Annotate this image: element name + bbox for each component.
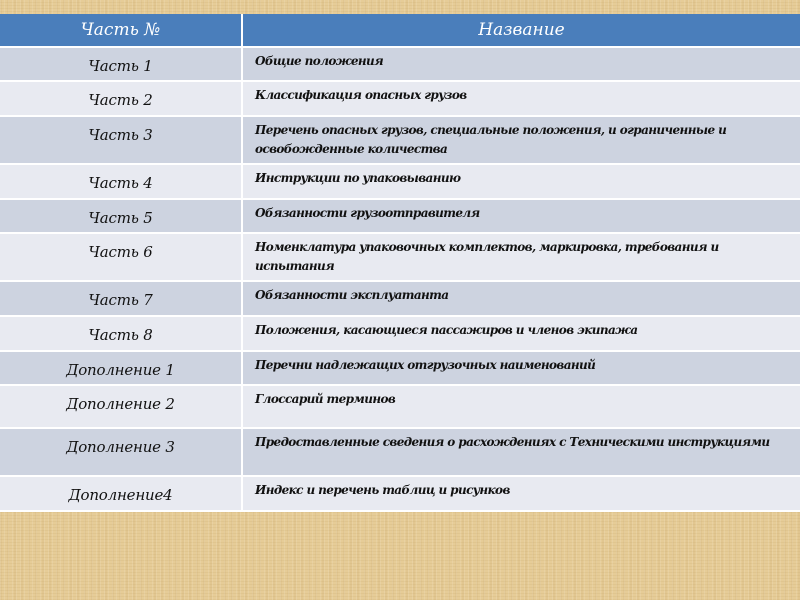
table-row (0, 47, 800, 81)
row-title-cell: Инструкции по упаковыванию (242, 164, 800, 199)
row-part-cell: Дополнение 1 (0, 351, 242, 385)
row-part-cell: Часть 8 (0, 316, 242, 351)
documents-table (0, 14, 800, 512)
row-title-cell: Глоссарий терминов (242, 385, 800, 428)
row-title-cell: Перечни надлежащих отгрузочных наименований (242, 351, 800, 385)
table-row (0, 164, 800, 199)
table-row (0, 116, 800, 164)
table-row (0, 428, 800, 476)
row-part-cell: Часть 3 (0, 116, 242, 164)
table-row (0, 316, 800, 351)
table-row (0, 81, 800, 116)
header-part-number: Часть № (0, 14, 242, 47)
row-title-cell: Положения, касающиеся пассажиров и членов экипажа (242, 316, 800, 351)
table-row (0, 233, 800, 281)
row-part-cell: Часть 2 (0, 81, 242, 116)
row-part-cell: Часть 4 (0, 164, 242, 199)
row-title-cell: Классификация опасных грузов (242, 81, 800, 116)
table-row (0, 476, 800, 511)
table-row (0, 385, 800, 428)
table-row (0, 351, 800, 385)
header-title: Название (242, 14, 800, 47)
row-title-cell: Обязанности эксплуатанта (242, 281, 800, 316)
row-title-cell: Обязанности грузоотправителя (242, 199, 800, 233)
row-part-cell: Часть 6 (0, 233, 242, 281)
table-row (0, 281, 800, 316)
row-title-cell: Перечень опасных грузов, специальные положения, и ограниченные и освобожденные количества (242, 116, 800, 164)
row-part-cell: Дополнение 2 (0, 385, 242, 428)
row-part-cell: Часть 5 (0, 199, 242, 233)
row-title-cell: Общие положения (242, 47, 800, 81)
row-part-cell: Дополнение4 (0, 476, 242, 511)
row-title-cell: Номенклатура упаковочных комплектов, маркировка, требования и испытания (242, 233, 800, 281)
table-row (0, 199, 800, 233)
row-part-cell: Часть 1 (0, 47, 242, 81)
row-title-cell: Индекс и перечень таблиц и рисунков (242, 476, 800, 511)
row-part-cell: Часть 7 (0, 281, 242, 316)
row-part-cell: Дополнение 3 (0, 428, 242, 476)
row-title-cell: Предоставленные сведения о расхождениях с Техническими инструкциями (242, 428, 800, 476)
table-header-row (0, 14, 800, 47)
